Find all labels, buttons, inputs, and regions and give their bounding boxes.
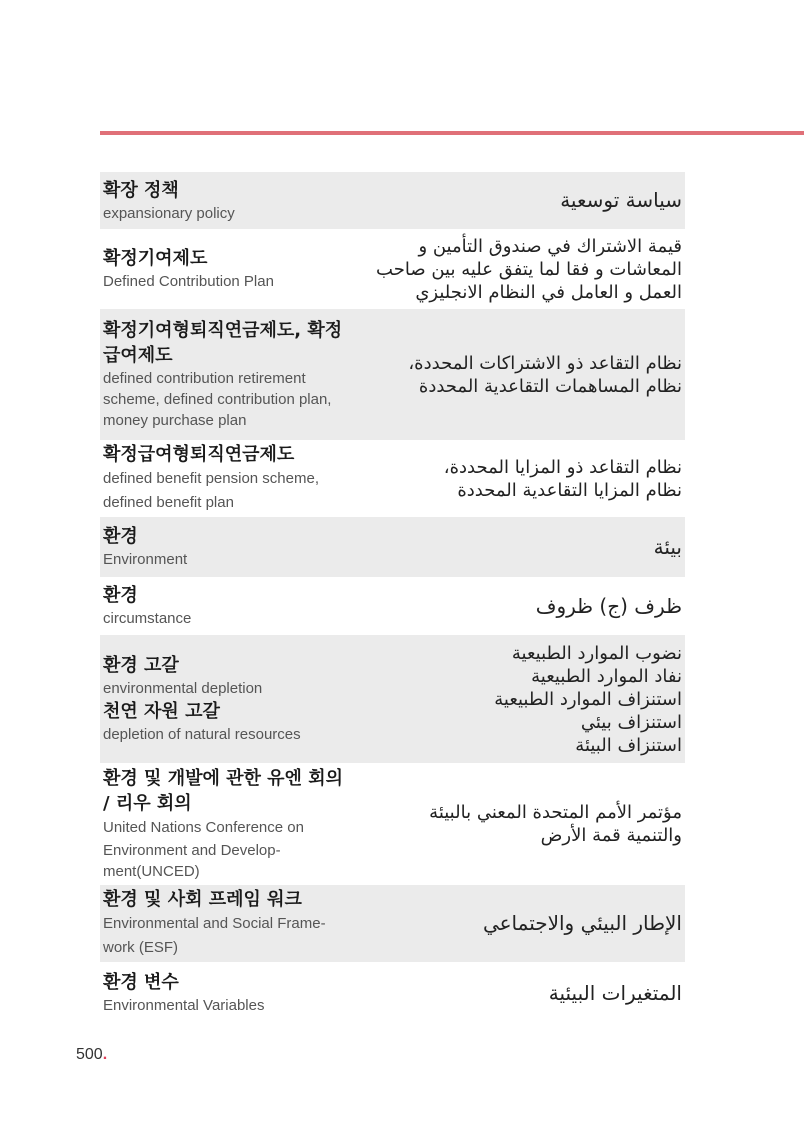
arabic-term xyxy=(366,456,682,502)
korean-term: 확정급여형퇴직연금제도 xyxy=(103,444,295,465)
glossary-row xyxy=(100,885,685,962)
arabic-line: المعاشات و فقا لما يتفق عليه بين صاحب xyxy=(376,258,682,280)
arabic-line: نضوب الموارد الطبيعية xyxy=(511,642,682,664)
glossary-row xyxy=(100,309,685,440)
glossary-row xyxy=(100,440,685,517)
term-source xyxy=(103,442,358,515)
arabic-term xyxy=(366,982,682,1005)
arabic-line: نفاد الموارد الطبيعية xyxy=(531,665,682,687)
glossary-row xyxy=(100,517,685,577)
english-term: expansionary policy xyxy=(103,204,235,222)
term-source xyxy=(103,887,358,960)
page-number-value: 500 xyxy=(76,1046,103,1063)
arabic-line: العمل و العامل في النظام الانجليزي xyxy=(415,281,682,303)
english-term: Environmental and Social Frame- xyxy=(103,915,326,932)
korean-term: 확정기여형퇴직연금제도, 확정 xyxy=(103,320,343,341)
arabic-line: سياسة توسعية xyxy=(560,188,682,212)
korean-term: 천연 자원 고갈 xyxy=(103,701,220,722)
arabic-term xyxy=(366,189,682,212)
arabic-term xyxy=(366,642,682,757)
glossary-table xyxy=(100,172,685,1024)
english-term: Environment xyxy=(103,551,188,568)
korean-term: 환경 xyxy=(103,526,138,547)
arabic-line: والتنمية قمة الأرض xyxy=(540,825,682,846)
page-number-dot: . xyxy=(102,1046,108,1063)
arabic-line: نظام المساهمات التقاعدية المحددة xyxy=(418,375,682,397)
korean-term: 급여제도 xyxy=(103,345,173,366)
english-term: environmental depletion xyxy=(103,680,263,697)
arabic-line: الإطار البيئي والاجتماعي xyxy=(482,911,682,935)
arabic-line: استنزاف الموارد الطبيعية xyxy=(494,688,682,710)
english-term: ment(UNCED) xyxy=(103,863,200,880)
term-source xyxy=(103,970,358,1016)
english-term: defined benefit pension scheme, xyxy=(103,470,319,487)
arabic-term xyxy=(366,912,682,935)
page-number xyxy=(76,1046,107,1064)
arabic-line: نظام التقاعد ذو الاشتراكات المحددة، xyxy=(408,352,682,374)
glossary-row xyxy=(100,763,685,885)
glossary-row xyxy=(100,229,685,309)
arabic-term xyxy=(366,536,682,559)
glossary-row xyxy=(100,577,685,635)
english-term: money purchase plan xyxy=(103,412,247,429)
english-term: defined benefit plan xyxy=(103,494,234,511)
korean-term: 환경 변수 xyxy=(103,972,179,993)
korean-term: 환경 및 사회 프레임 워크 xyxy=(103,889,302,910)
arabic-term xyxy=(366,595,682,618)
english-term: defined contribution retirement xyxy=(103,370,306,387)
term-source xyxy=(103,178,358,224)
term-source xyxy=(103,524,358,570)
term-source xyxy=(103,766,358,882)
arabic-line: المتغيرات البيئية xyxy=(548,980,682,1005)
arabic-term xyxy=(366,801,682,847)
arabic-line: نظام التقاعد ذو المزايا المحددة، xyxy=(443,456,682,478)
english-term: Environment and Develop- xyxy=(103,842,281,859)
header-rule xyxy=(100,131,804,135)
english-term: circumstance xyxy=(103,610,192,627)
arabic-line: ظرف (ج) ظروف xyxy=(535,593,682,618)
english-term: work (ESF) xyxy=(103,939,178,956)
term-source xyxy=(103,318,358,431)
glossary-row xyxy=(100,172,685,229)
english-term: depletion of natural resources xyxy=(103,726,301,743)
term-source xyxy=(103,653,358,745)
term-source xyxy=(103,583,358,629)
arabic-line: استنزاف البيئة xyxy=(575,734,682,756)
arabic-line: استنزاف بيئي xyxy=(580,711,682,733)
arabic-term xyxy=(366,352,682,398)
korean-term: 확정기여제도 xyxy=(103,248,208,269)
korean-term: 확장 정책 xyxy=(103,179,179,201)
english-term: Defined Contribution Plan xyxy=(103,273,274,290)
korean-term: 환경 고갈 xyxy=(103,655,179,676)
term-source xyxy=(103,246,358,292)
korean-term: 환경 및 개발에 관한 유엔 회의 xyxy=(103,768,343,789)
english-term: United Nations Conference on xyxy=(103,819,304,836)
arabic-line: بيئة xyxy=(653,534,682,559)
arabic-term xyxy=(366,235,682,304)
english-term: scheme, defined contribution plan, xyxy=(103,391,332,408)
korean-term: 환경 xyxy=(103,585,138,606)
arabic-line: مؤتمر الأمم المتحدة المعني بالبيئة xyxy=(429,802,682,823)
arabic-line: قيمة الاشتراك في صندوق التأمين و xyxy=(418,235,682,257)
glossary-row xyxy=(100,635,685,763)
english-term: Environmental Variables xyxy=(103,997,265,1014)
arabic-line: نظام المزايا التقاعدية المحددة xyxy=(457,479,682,501)
korean-term: / 리우 회의 xyxy=(103,793,192,814)
glossary-row xyxy=(100,962,685,1024)
